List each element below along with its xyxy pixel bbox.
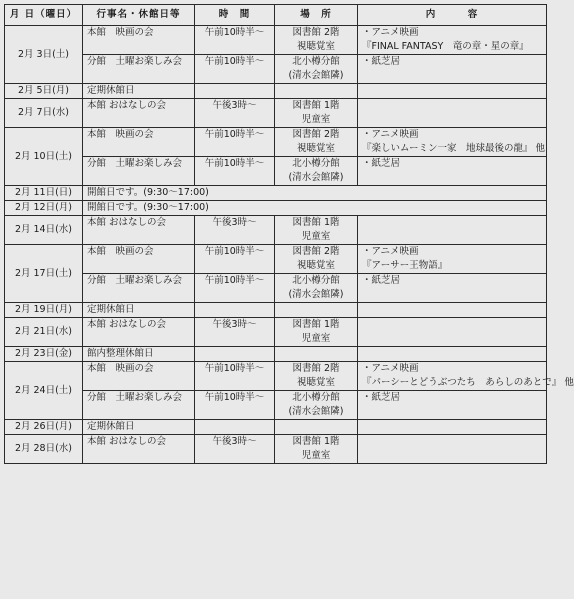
place-line: 北小樽分館 (292, 158, 340, 169)
header-date: 月 日（曜日） (5, 5, 83, 26)
date-cell: 2月 11日(日) (5, 186, 83, 201)
content-cell (358, 26, 547, 55)
header-content: 内 容 (358, 5, 547, 26)
place-cell (275, 420, 358, 435)
event-cell: 本館 おはなしの会 (83, 435, 195, 464)
place-cell (275, 26, 358, 55)
date-cell: 2月 12日(月) (5, 201, 83, 216)
event-cell: 定期休館日 (83, 420, 195, 435)
place-cell (275, 274, 358, 303)
content-cell (358, 274, 547, 303)
content-line: ・アニメ映画 (362, 129, 419, 140)
content-cell (358, 303, 547, 318)
date-cell: 2月 5日(月) (5, 84, 83, 99)
time-cell: 午後3時～ (195, 318, 275, 347)
time-cell: 午後3時～ (195, 99, 275, 128)
content-cell (358, 128, 547, 157)
header-event: 行事名・休館日等 (83, 5, 195, 26)
content-cell (358, 157, 547, 186)
event-schedule-table (4, 4, 574, 464)
table-row (5, 347, 547, 362)
place-line: 児童室 (301, 114, 331, 125)
place-line: 北小樽分館 (292, 392, 340, 403)
place-line: (清水会館隣) (288, 70, 344, 81)
content-line: 『楽しいムーミン一家 地球最後の龍』 他 (362, 143, 546, 154)
event-cell: 分館 土曜お楽しみ会 (83, 274, 195, 303)
event-cell: 定期休館日 (83, 84, 195, 99)
table-row (5, 245, 547, 274)
place-line: 北小樽分館 (292, 56, 340, 67)
event-cell: 本館 おはなしの会 (83, 216, 195, 245)
place-line: 図書館 1階 (292, 217, 340, 228)
table-row (5, 84, 547, 99)
place-cell (275, 347, 358, 362)
event-cell: 分館 土曜お楽しみ会 (83, 391, 195, 420)
table-row (5, 26, 547, 55)
table-row (5, 99, 547, 128)
place-cell (275, 216, 358, 245)
header-place: 場 所 (275, 5, 358, 26)
date-cell: 2月 7日(水) (5, 99, 83, 128)
place-line: (清水会館隣) (288, 406, 344, 417)
time-cell: 午前10時半～ (195, 26, 275, 55)
content-cell (358, 245, 547, 274)
place-line: 図書館 1階 (292, 100, 340, 111)
event-cell: 本館 映画の会 (83, 362, 195, 391)
open-day-note: 開館日です。(9:30～17:00) (83, 186, 547, 201)
content-line: ・アニメ映画 (362, 246, 419, 257)
event-cell: 本館 おはなしの会 (83, 318, 195, 347)
event-cell: 館内整理休館日 (83, 347, 195, 362)
table-row (5, 186, 547, 201)
event-cell: 定期休館日 (83, 303, 195, 318)
content-line: 『パーシーとどうぶつたち あらしのあとで』 他 (362, 377, 574, 388)
time-cell: 午後3時～ (195, 216, 275, 245)
date-cell: 2月 23日(金) (5, 347, 83, 362)
event-cell: 本館 おはなしの会 (83, 99, 195, 128)
content-line: ・紙芝居 (362, 392, 401, 403)
place-cell (275, 55, 358, 84)
content-cell (358, 420, 547, 435)
content-line: ・アニメ映画 (362, 363, 419, 374)
content-line: ・アニメ映画 (362, 27, 419, 38)
place-line: 図書館 2階 (292, 27, 340, 38)
place-line: 児童室 (301, 333, 331, 344)
place-line: 図書館 2階 (292, 363, 340, 374)
content-cell (358, 84, 547, 99)
time-cell (195, 420, 275, 435)
table-row (5, 420, 547, 435)
content-cell (358, 347, 547, 362)
table-row (5, 362, 547, 391)
time-cell: 午前10時半～ (195, 157, 275, 186)
place-line: 図書館 1階 (292, 436, 340, 447)
place-cell (275, 84, 358, 99)
place-line: (清水会館隣) (288, 172, 344, 183)
time-cell: 午前10時半～ (195, 55, 275, 84)
place-cell (275, 391, 358, 420)
time-cell: 午前10時半～ (195, 362, 275, 391)
event-cell: 本館 映画の会 (83, 245, 195, 274)
place-cell (275, 435, 358, 464)
table-row (5, 55, 547, 84)
content-line: ・紙芝居 (362, 158, 401, 169)
place-line: 視聴覚室 (296, 260, 335, 271)
date-cell: 2月 21日(水) (5, 318, 83, 347)
time-cell (195, 303, 275, 318)
date-cell: 2月 19日(月) (5, 303, 83, 318)
time-cell (195, 84, 275, 99)
place-line: (清水会館隣) (288, 289, 344, 300)
place-line: 図書館 1階 (292, 319, 340, 330)
table-row (5, 216, 547, 245)
table-row (5, 128, 547, 157)
event-cell: 本館 映画の会 (83, 128, 195, 157)
place-line: 視聴覚室 (296, 41, 335, 52)
table-row (5, 303, 547, 318)
time-cell: 午前10時半～ (195, 274, 275, 303)
place-line: 視聴覚室 (296, 143, 335, 154)
date-cell: 2月 17日(土) (5, 245, 83, 303)
content-cell (358, 391, 547, 420)
place-cell (275, 362, 358, 391)
place-cell (275, 245, 358, 274)
table-row (5, 274, 547, 303)
event-cell: 分館 土曜お楽しみ会 (83, 55, 195, 84)
place-line: 図書館 2階 (292, 246, 340, 257)
time-cell: 午後3時～ (195, 435, 275, 464)
content-cell (358, 55, 547, 84)
time-cell: 午前10時半～ (195, 245, 275, 274)
time-cell: 午前10時半～ (195, 391, 275, 420)
time-cell: 午前10時半～ (195, 128, 275, 157)
content-cell (358, 362, 574, 391)
date-cell: 2月 28日(水) (5, 435, 83, 464)
place-cell (275, 157, 358, 186)
place-line: 児童室 (301, 231, 331, 242)
content-line: ・紙芝居 (362, 275, 401, 286)
event-cell: 本館 映画の会 (83, 26, 195, 55)
content-cell (358, 216, 547, 245)
content-line: 『アーサー王物語』 (362, 260, 448, 271)
place-cell (275, 318, 358, 347)
table-row (5, 391, 547, 420)
place-line: 図書館 2階 (292, 129, 340, 140)
place-line: 児童室 (301, 450, 331, 461)
event-cell: 分館 土曜お楽しみ会 (83, 157, 195, 186)
table-row (5, 157, 547, 186)
content-line: ・紙芝居 (362, 56, 401, 67)
date-cell: 2月 14日(水) (5, 216, 83, 245)
place-cell (275, 303, 358, 318)
table-header-row (5, 5, 547, 26)
place-line: 北小樽分館 (292, 275, 340, 286)
table-row (5, 201, 547, 216)
content-cell (358, 435, 547, 464)
date-cell: 2月 24日(土) (5, 362, 83, 420)
date-cell: 2月 10日(土) (5, 128, 83, 186)
place-cell (275, 99, 358, 128)
place-line: 視聴覚室 (296, 377, 335, 388)
date-cell: 2月 3日(土) (5, 26, 83, 84)
schedule-sheet (4, 4, 574, 595)
content-cell (358, 318, 547, 347)
time-cell (195, 347, 275, 362)
place-cell (275, 128, 358, 157)
table-row (5, 318, 547, 347)
date-cell: 2月 26日(月) (5, 420, 83, 435)
content-cell (358, 99, 547, 128)
content-line: 『FINAL FANTASY 竜の章・星の章』 (362, 41, 529, 52)
open-day-note: 開館日です。(9:30～17:00) (83, 201, 547, 216)
header-time: 時 間 (195, 5, 275, 26)
table-row (5, 435, 547, 464)
